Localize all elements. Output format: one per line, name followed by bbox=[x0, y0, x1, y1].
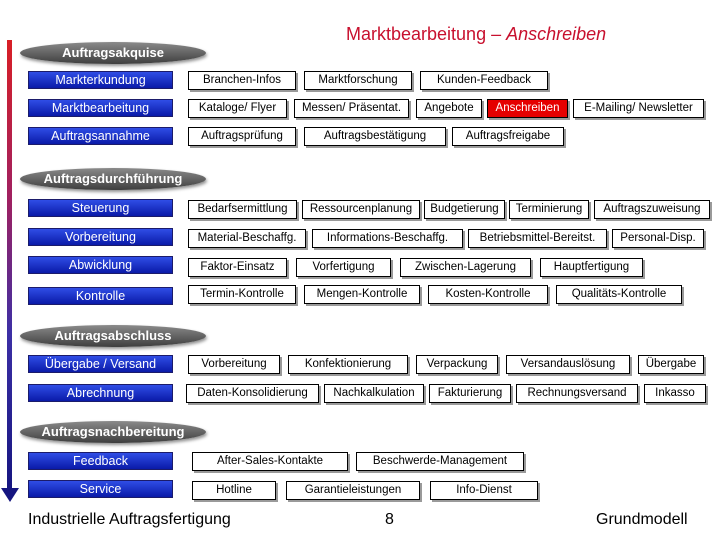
item-terminierung[interactable]: Terminierung bbox=[509, 200, 589, 219]
page-number: 8 bbox=[385, 511, 394, 528]
item-beschwerde-management[interactable]: Beschwerde-Management bbox=[356, 452, 524, 471]
item-betriebsmittel-bereitst[interactable]: Betriebsmittel-Bereitst. bbox=[468, 229, 607, 248]
footer-left: Industrielle Auftragsfertigung bbox=[28, 511, 231, 528]
phase-auftragsabschluss: Auftragsabschluss bbox=[20, 325, 206, 347]
item-kunden-feedback[interactable]: Kunden-Feedback bbox=[420, 71, 548, 90]
item-nachkalkulation[interactable]: Nachkalkulation bbox=[324, 384, 424, 403]
item-personal-disp[interactable]: Personal-Disp. bbox=[612, 229, 704, 248]
timeline-bar bbox=[7, 40, 12, 492]
title-italic: Anschreiben bbox=[506, 24, 607, 44]
item-informations-beschaffg[interactable]: Informations-Beschaffg. bbox=[312, 229, 463, 248]
step-service[interactable]: Service bbox=[28, 480, 173, 498]
item-faktor-einsatz[interactable]: Faktor-Einsatz bbox=[188, 258, 287, 277]
item-uebergabe[interactable]: Übergabe bbox=[638, 355, 704, 374]
item-fakturierung[interactable]: Fakturierung bbox=[429, 384, 511, 403]
page-title bbox=[346, 24, 606, 45]
item-branchen-infos[interactable]: Branchen-Infos bbox=[188, 71, 296, 90]
item-kosten-kontrolle[interactable]: Kosten-Kontrolle bbox=[428, 285, 548, 304]
item-marktforschung[interactable]: Marktforschung bbox=[304, 71, 412, 90]
item-termin-kontrolle[interactable]: Termin-Kontrolle bbox=[188, 285, 296, 304]
item-hotline[interactable]: Hotline bbox=[192, 481, 276, 500]
item-konfektionierung[interactable]: Konfektionierung bbox=[288, 355, 408, 374]
item-e-mailing-newsletter[interactable]: E-Mailing/ Newsletter bbox=[573, 99, 704, 118]
step-steuerung[interactable]: Steuerung bbox=[28, 199, 173, 217]
item-messen-praesentat[interactable]: Messen/ Präsentat. bbox=[294, 99, 409, 118]
step-abwicklung[interactable]: Abwicklung bbox=[28, 256, 173, 274]
step-kontrolle[interactable]: Kontrolle bbox=[28, 287, 173, 305]
item-inkasso[interactable]: Inkasso bbox=[644, 384, 706, 403]
item-auftragszuweisung[interactable]: Auftragszuweisung bbox=[594, 200, 710, 219]
title-main: Marktbearbeitung – bbox=[346, 24, 507, 44]
item-kataloge-flyer[interactable]: Kataloge/ Flyer bbox=[188, 99, 287, 118]
phase-auftragsdurchfuehrung: Auftragsdurchführung bbox=[20, 168, 206, 190]
item-verpackung[interactable]: Verpackung bbox=[416, 355, 498, 374]
item-zwischen-lagerung[interactable]: Zwischen-Lagerung bbox=[400, 258, 531, 277]
step-markterkundung[interactable]: Markterkundung bbox=[28, 71, 173, 89]
item-daten-konsolidierung[interactable]: Daten-Konsolidierung bbox=[186, 384, 319, 403]
item-budgetierung[interactable]: Budgetierung bbox=[424, 200, 505, 219]
step-feedback[interactable]: Feedback bbox=[28, 452, 173, 470]
item-bedarfsermittlung[interactable]: Bedarfsermittlung bbox=[188, 200, 297, 219]
item-info-dienst[interactable]: Info-Dienst bbox=[430, 481, 538, 500]
item-rechnungsversand[interactable]: Rechnungsversand bbox=[516, 384, 638, 403]
item-qualitaets-kontrolle[interactable]: Qualitäts-Kontrolle bbox=[556, 285, 682, 304]
item-hauptfertigung[interactable]: Hauptfertigung bbox=[540, 258, 643, 277]
item-vorfertigung[interactable]: Vorfertigung bbox=[296, 258, 391, 277]
item-versandausloesung[interactable]: Versandauslösung bbox=[506, 355, 630, 374]
item-anschreiben-highlighted[interactable]: Anschreiben bbox=[487, 99, 568, 118]
step-uebergabe-versand[interactable]: Übergabe / Versand bbox=[28, 355, 173, 373]
step-vorbereitung[interactable]: Vorbereitung bbox=[28, 228, 173, 246]
item-auftragspruefung[interactable]: Auftragsprüfung bbox=[188, 127, 296, 146]
item-mengen-kontrolle[interactable]: Mengen-Kontrolle bbox=[304, 285, 420, 304]
item-material-beschaffg[interactable]: Material-Beschaffg. bbox=[188, 229, 306, 248]
item-ressourcenplanung[interactable]: Ressourcenplanung bbox=[302, 200, 420, 219]
item-after-sales-kontakte[interactable]: After-Sales-Kontakte bbox=[192, 452, 348, 471]
item-auftragsfreigabe[interactable]: Auftragsfreigabe bbox=[452, 127, 564, 146]
step-auftragsannahme[interactable]: Auftragsannahme bbox=[28, 127, 173, 145]
item-vorbereitung[interactable]: Vorbereitung bbox=[188, 355, 280, 374]
item-angebote[interactable]: Angebote bbox=[416, 99, 482, 118]
footer-right: Grundmodell bbox=[596, 511, 688, 528]
step-marktbearbeitung[interactable]: Marktbearbeitung bbox=[28, 99, 173, 117]
phase-auftragsnachbereitung: Auftragsnachbereitung bbox=[20, 421, 206, 443]
step-abrechnung[interactable]: Abrechnung bbox=[28, 384, 173, 402]
item-garantieleistungen[interactable]: Garantieleistungen bbox=[286, 481, 420, 500]
item-auftragsbestaetigung[interactable]: Auftragsbestätigung bbox=[304, 127, 446, 146]
timeline-arrow-down-icon bbox=[1, 488, 19, 502]
phase-auftragsakquise: Auftragsakquise bbox=[20, 42, 206, 64]
